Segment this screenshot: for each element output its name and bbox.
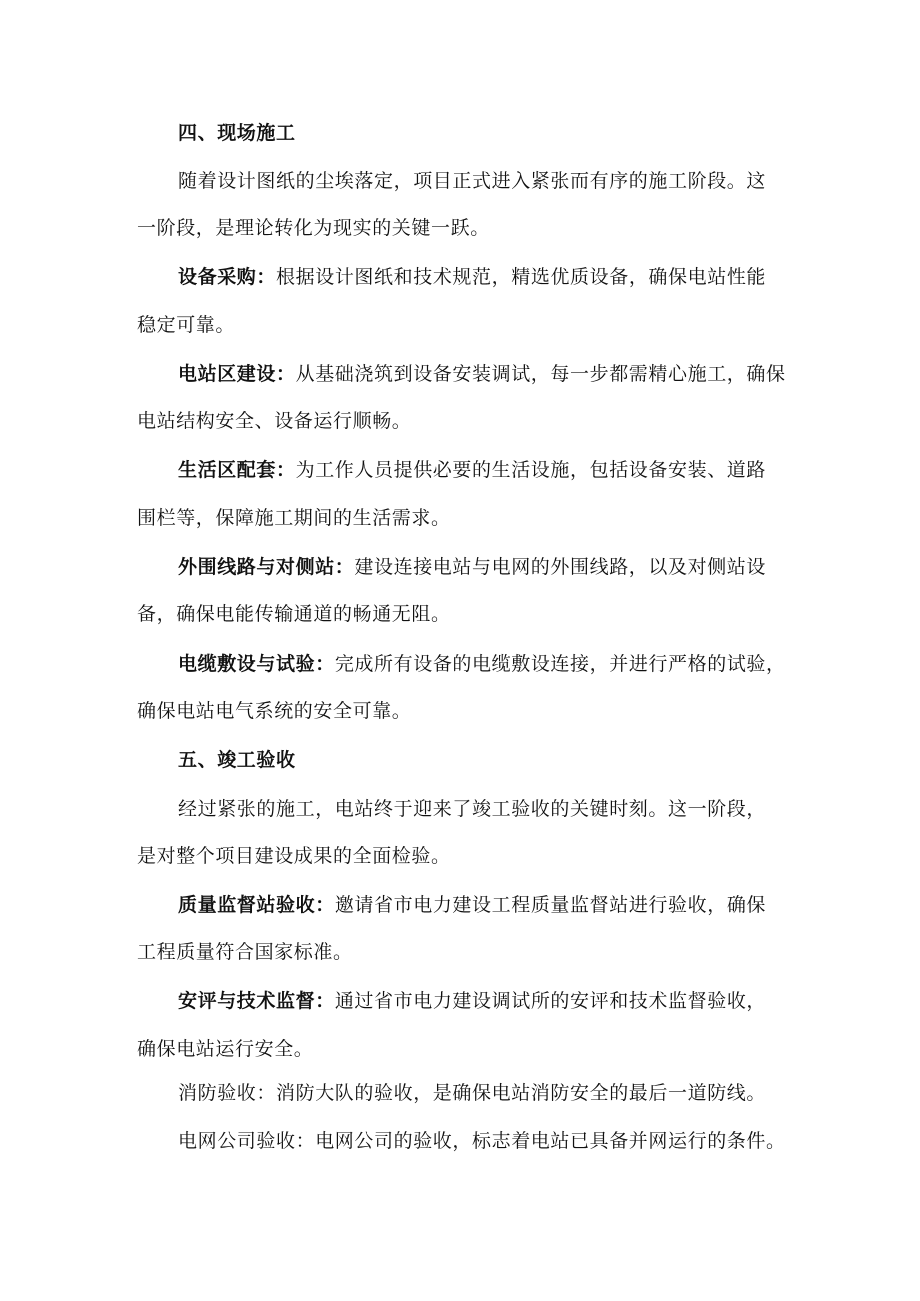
item-station-construction bbox=[178, 361, 786, 387]
item-equipment-procurement bbox=[178, 264, 766, 290]
item-term: 设备采购： bbox=[178, 266, 277, 288]
item-text: 通过省市电力建设调试所的安评和技术监督验收， bbox=[334, 990, 767, 1012]
section4-intro-line2: 一阶段，是理论转化为现实的关键一跃。 bbox=[137, 217, 490, 239]
item-text: 邀请省市电力建设工程质量监督站进行验收，确保 bbox=[334, 894, 767, 916]
section5-intro-line1: 经过紧张的施工，电站终于迎来了竣工验收的关键时刻。这一阶段， bbox=[178, 798, 767, 820]
item-safety-technical bbox=[178, 988, 766, 1014]
item-term: 安评与技术监督： bbox=[178, 990, 335, 1012]
item-term: 外围线路与对侧站： bbox=[178, 556, 355, 578]
item-living-area-cont: 围栏等，保障施工期间的生活需求。 bbox=[137, 507, 451, 529]
item-term: 电站区建设： bbox=[178, 363, 296, 385]
section4-heading: 四、现场施工 bbox=[178, 122, 296, 144]
item-living-area bbox=[178, 457, 766, 483]
item-cable-laying-cont: 确保电站电气系统的安全可靠。 bbox=[137, 700, 412, 722]
section5-intro-line2: 是对整个项目建设成果的全面检验。 bbox=[137, 845, 451, 867]
item-text: 根据设计图纸和技术规范，精选优质设备，确保电站性能 bbox=[276, 266, 767, 288]
item-external-lines bbox=[178, 554, 766, 580]
section4-intro-line1: 随着设计图纸的尘埃落定，项目正式进入紧张而有序的施工阶段。这 bbox=[178, 170, 767, 192]
item-text: 建设连接电站与电网的外围线路，以及对侧站设 bbox=[354, 556, 767, 578]
item-term: 质量监督站验收： bbox=[178, 894, 335, 916]
item-equipment-procurement-cont: 稳定可靠。 bbox=[137, 314, 236, 336]
item-grid-acceptance: 电网公司验收：电网公司的验收，标志着电站已具备并网运行的条件。 bbox=[178, 1130, 786, 1152]
item-station-construction-cont: 电站结构安全、设备运行顺畅。 bbox=[137, 410, 412, 432]
item-quality-supervision bbox=[178, 892, 766, 918]
item-external-lines-cont: 备，确保电能传输通道的畅通无阻。 bbox=[137, 603, 451, 625]
item-text: 完成所有设备的电缆敷设连接，并进行严格的试验， bbox=[334, 653, 786, 675]
item-quality-supervision-cont: 工程质量符合国家标准。 bbox=[137, 941, 353, 963]
item-text: 从基础浇筑到设备安装调试，每一步都需精心施工，确保 bbox=[295, 363, 786, 385]
item-safety-technical-cont: 确保电站运行安全。 bbox=[137, 1038, 314, 1060]
item-term: 生活区配套： bbox=[178, 459, 296, 481]
item-cable-laying bbox=[178, 651, 786, 677]
item-fire-acceptance: 消防验收：消防大队的验收，是确保电站消防安全的最后一道防线。 bbox=[178, 1082, 767, 1104]
item-term: 电缆敷设与试验： bbox=[178, 653, 335, 675]
item-text: 为工作人员提供必要的生活设施，包括设备安装、道路 bbox=[295, 459, 767, 481]
section5-heading: 五、竣工验收 bbox=[178, 749, 296, 771]
